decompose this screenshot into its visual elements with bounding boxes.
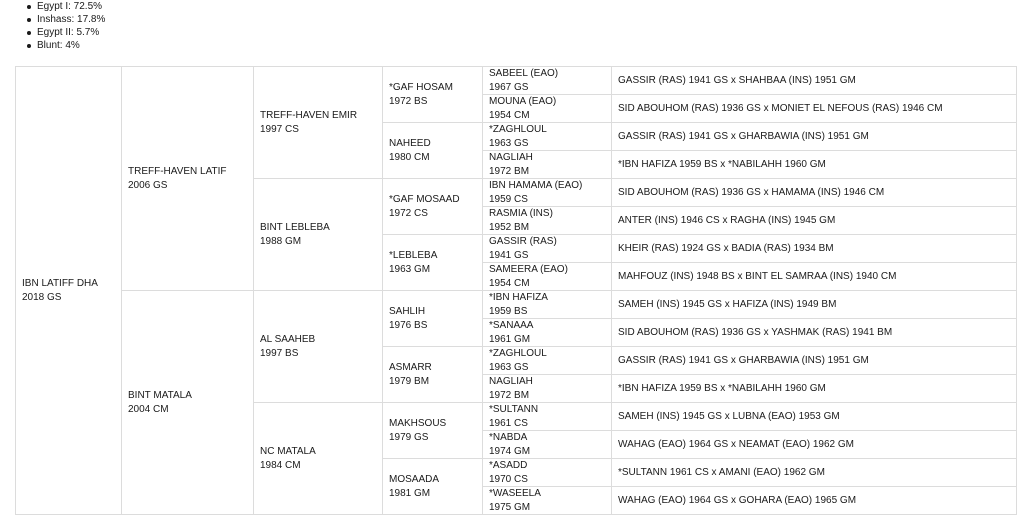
horse-year-color: 1954 CM xyxy=(489,109,530,121)
horse-name: NAGLIAH xyxy=(489,376,533,387)
horse-year-color: 1954 CM xyxy=(489,277,530,289)
ancestry-item: Egypt I: 72.5% xyxy=(26,0,105,13)
horse-name: IBN LATIFF DHA xyxy=(22,278,98,289)
horse-name: GASSIR (RAS) xyxy=(489,236,557,247)
horse-year-color: 1974 GM xyxy=(489,445,531,457)
horse-name: SAMEERA (EAO) xyxy=(489,264,568,275)
horse-name: SAHLIH xyxy=(389,306,426,317)
horse-name: *IBN HAFIZA xyxy=(489,292,548,303)
horse-year-color: 1976 BS xyxy=(389,319,428,331)
horse-year-color: 1961 CS xyxy=(489,417,528,429)
horse-year-color: 1961 GM xyxy=(489,333,531,345)
generation-4-cell xyxy=(483,347,612,375)
generation-4-cell xyxy=(483,487,612,515)
horse-name: BINT MATALA xyxy=(128,390,192,401)
horse-year-color: 1972 BS xyxy=(389,95,428,107)
horse-year-color: 2018 GS xyxy=(22,291,62,303)
generation-1-cell xyxy=(122,67,254,291)
horse-name: NC MATALA xyxy=(260,446,316,457)
horse-name: RASMIA (INS) xyxy=(489,208,553,219)
generation-1-cell xyxy=(122,291,254,515)
generation-5-parents-cell: SID ABOUHOM (RAS) 1936 GS x YASHMAK (RAS) 1941 BM xyxy=(612,319,1017,347)
generation-4-cell xyxy=(483,151,612,179)
horse-year-color: 1963 GS xyxy=(489,361,529,373)
horse-name: *WASEELA xyxy=(489,488,541,499)
horse-year-color: 1967 GS xyxy=(489,81,529,93)
generation-3-cell xyxy=(383,235,483,291)
generation-4-cell xyxy=(483,319,612,347)
generation-5-parents-cell: *SULTANN 1961 CS x AMANI (EAO) 1962 GM xyxy=(612,459,1017,487)
ancestry-breakdown-list xyxy=(26,0,105,52)
generation-2-cell xyxy=(254,179,383,291)
horse-year-color: 1963 GS xyxy=(489,137,529,149)
horse-name: *SANAAA xyxy=(489,320,534,331)
horse-name: NAHEED xyxy=(389,138,431,149)
horse-name: ASMARR xyxy=(389,362,432,373)
generation-5-parents-cell: SAMEH (INS) 1945 GS x HAFIZA (INS) 1949 BM xyxy=(612,291,1017,319)
pedigree-row xyxy=(16,291,1017,319)
horse-name: *ASADD xyxy=(489,460,528,471)
horse-year-color: 1972 BM xyxy=(489,165,530,177)
horse-name: *NABDA xyxy=(489,432,528,443)
generation-5-parents-cell: SAMEH (INS) 1945 GS x LUBNA (EAO) 1953 GM xyxy=(612,403,1017,431)
pedigree-table xyxy=(15,66,1017,515)
horse-name: MOUNA (EAO) xyxy=(489,96,557,107)
generation-5-parents-cell: MAHFOUZ (INS) 1948 BS x BINT EL SAMRAA (INS) 1940 CM xyxy=(612,263,1017,291)
generation-4-cell xyxy=(483,67,612,95)
horse-name: SABEEL (EAO) xyxy=(489,68,559,79)
generation-4-cell xyxy=(483,403,612,431)
generation-4-cell xyxy=(483,431,612,459)
generation-5-parents-cell: ANTER (INS) 1946 CS x RAGHA (INS) 1945 GM xyxy=(612,207,1017,235)
horse-name: AL SAAHEB xyxy=(260,334,316,345)
horse-year-color: 1979 BM xyxy=(389,375,430,387)
horse-year-color: 1952 BM xyxy=(489,221,530,233)
horse-year-color: 1963 GM xyxy=(389,263,431,275)
horse-name: *ZAGHLOUL xyxy=(489,124,547,135)
generation-4-cell xyxy=(483,235,612,263)
generation-5-parents-cell: WAHAG (EAO) 1964 GS x NEAMAT (EAO) 1962 GM xyxy=(612,431,1017,459)
generation-4-cell xyxy=(483,95,612,123)
horse-name: *ZAGHLOUL xyxy=(489,348,547,359)
horse-year-color: 1988 GM xyxy=(260,235,302,247)
horse-year-color: 1959 BS xyxy=(489,305,528,317)
ancestry-item: Blunt: 4% xyxy=(26,39,105,52)
generation-4-cell xyxy=(483,291,612,319)
horse-year-color: 1984 CM xyxy=(260,459,301,471)
horse-year-color: 1997 BS xyxy=(260,347,299,359)
generation-5-parents-cell: GASSIR (RAS) 1941 GS x GHARBAWIA (INS) 1951 GM xyxy=(612,123,1017,151)
generation-4-cell xyxy=(483,123,612,151)
generation-4-cell xyxy=(483,263,612,291)
generation-2-cell xyxy=(254,403,383,515)
generation-4-cell xyxy=(483,179,612,207)
horse-year-color: 1972 CS xyxy=(389,207,428,219)
horse-year-color: 1941 GS xyxy=(489,249,529,261)
horse-year-color: 2006 GS xyxy=(128,179,168,191)
horse-year-color: 2004 CM xyxy=(128,403,169,415)
horse-name: *LEBLEBA xyxy=(389,250,438,261)
generation-5-parents-cell: GASSIR (RAS) 1941 GS x SHAHBAA (INS) 1951 GM xyxy=(612,67,1017,95)
horse-name: NAGLIAH xyxy=(489,152,533,163)
horse-name: *GAF MOSAAD xyxy=(389,194,460,205)
horse-year-color: 1975 GM xyxy=(489,501,531,513)
generation-3-cell xyxy=(383,347,483,403)
generation-4-cell xyxy=(483,375,612,403)
generation-3-cell xyxy=(383,403,483,459)
horse-year-color: 1972 BM xyxy=(489,389,530,401)
generation-5-parents-cell: SID ABOUHOM (RAS) 1936 GS x HAMAMA (INS) 1946 CM xyxy=(612,179,1017,207)
ancestry-item: Inshass: 17.8% xyxy=(26,13,105,26)
generation-3-cell xyxy=(383,179,483,235)
horse-year-color: 1979 GS xyxy=(389,431,429,443)
horse-name: MOSAADA xyxy=(389,474,440,485)
generation-3-cell xyxy=(383,459,483,515)
generation-5-parents-cell: KHEIR (RAS) 1924 GS x BADIA (RAS) 1934 BM xyxy=(612,235,1017,263)
generation-2-cell xyxy=(254,291,383,403)
generation-4-cell xyxy=(483,459,612,487)
generation-3-cell xyxy=(383,291,483,347)
horse-name: MAKHSOUS xyxy=(389,418,447,429)
generation-5-parents-cell: *IBN HAFIZA 1959 BS x *NABILAHH 1960 GM xyxy=(612,151,1017,179)
subject-horse-cell xyxy=(16,67,122,515)
horse-name: IBN HAMAMA (EAO) xyxy=(489,180,583,191)
horse-year-color: 1959 CS xyxy=(489,193,528,205)
generation-5-parents-cell: SID ABOUHOM (RAS) 1936 GS x MONIET EL NEFOUS (RAS) 1946 CM xyxy=(612,95,1017,123)
horse-year-color: 1980 CM xyxy=(389,151,430,163)
pedigree-row xyxy=(16,67,1017,95)
horse-name: BINT LEBLEBA xyxy=(260,222,330,233)
horse-name: *SULTANN xyxy=(489,404,539,415)
ancestry-item: Egypt II: 5.7% xyxy=(26,26,105,39)
horse-name: *GAF HOSAM xyxy=(389,82,453,93)
horse-year-color: 1970 CS xyxy=(489,473,528,485)
generation-5-parents-cell: WAHAG (EAO) 1964 GS x GOHARA (EAO) 1965 GM xyxy=(612,487,1017,515)
generation-5-parents-cell: GASSIR (RAS) 1941 GS x GHARBAWIA (INS) 1951 GM xyxy=(612,347,1017,375)
generation-2-cell xyxy=(254,67,383,179)
horse-name: TREFF-HAVEN LATIF xyxy=(128,166,227,177)
generation-5-parents-cell: *IBN HAFIZA 1959 BS x *NABILAHH 1960 GM xyxy=(612,375,1017,403)
generation-3-cell xyxy=(383,67,483,123)
horse-name: TREFF-HAVEN EMIR xyxy=(260,110,358,121)
generation-3-cell xyxy=(383,123,483,179)
generation-4-cell xyxy=(483,207,612,235)
horse-year-color: 1981 GM xyxy=(389,487,431,499)
horse-year-color: 1997 CS xyxy=(260,123,299,135)
